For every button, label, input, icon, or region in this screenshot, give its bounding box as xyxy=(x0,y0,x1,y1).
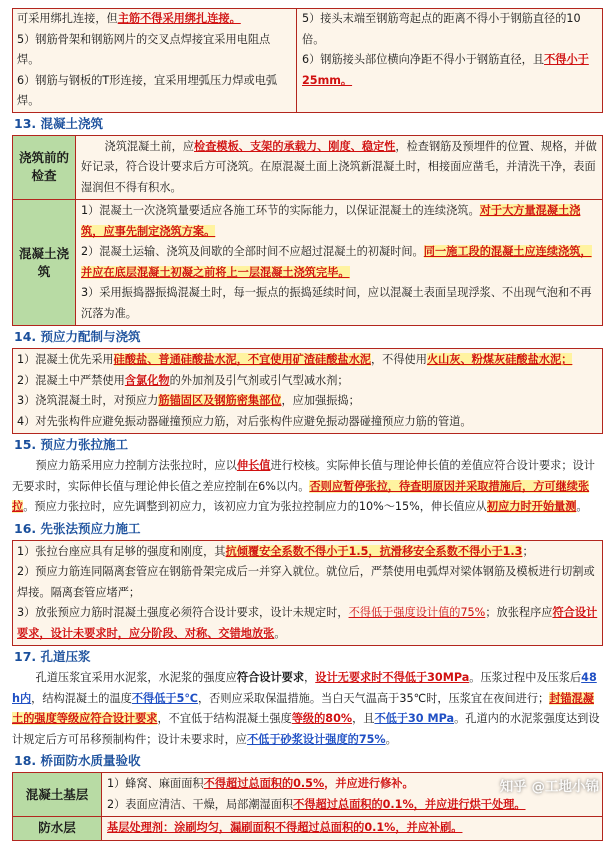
concrete-pouring-table xyxy=(12,135,603,327)
rebar-connection-right: 5）接头末端至钢筋弯起点的距离不得小于钢筋直径的10倍。 6）钢筋接头部位横向净距不得小于钢筋直径，且不得小于25mm。 xyxy=(302,12,589,87)
page xyxy=(12,8,603,841)
rebar-connection-box xyxy=(12,8,603,113)
section-title-15: 15. 预应力张拉施工 xyxy=(14,437,128,452)
rebar-connection-left: 可采用绑扎连接，但主筋不得采用绑扎连接。 5）钢筋骨架和钢筋网片的交叉点焊接宜采用电阻点焊。 6）钢筋与钢板的T形连接，宜采用埋弧压力焊或电弧焊。 xyxy=(13,9,297,112)
pre-pour-check-label: 浇筑前的检查 xyxy=(13,136,76,200)
waterproof-layer-label: 防水层 xyxy=(13,817,102,840)
prestress-mix-box: 1）混凝土优先采用硅酸盐、普通硅酸盐水泥，不宜使用矿渣硅酸盐水泥，不得使用火山灰、粉煤灰硅酸盐水泥； 2）混凝土中严禁使用含氯化物的外加剂及引气剂或引气型减水剂； 3）浇筑混凝土时，对预应力筋锚固区及钢筋密集部位，应加强振捣； 4）对先张构件应避免振动器碰撞预应力筋，对后张构件应避免振动器碰撞预应力筋的管道。 xyxy=(12,348,603,434)
section-title-13: 13. 混凝土浇筑 xyxy=(14,115,103,131)
section-title-17: 17. 孔道压浆 xyxy=(14,649,91,664)
tensioning-text: 预应力筋采用应力控制方法张拉时，应以伸长值进行校核。实际伸长值与理论伸长值的差值应符合设计要求；设计无要求时，实际伸长值与理论伸长值之差应控制在6%以内。否则应暂停张拉，待查明原因并采取措施后，方可继续张拉。预应力张拉时，应先调整到初应力，该初应力宜为张拉控制应力的10%～15%，伸长值应从初应力时开始量测。 xyxy=(12,459,595,513)
concrete-base-label: 混凝土基层 xyxy=(13,773,102,816)
pouring-label: 混凝土浇筑 xyxy=(13,200,76,325)
grouting-text: 孔道压浆宜采用水泥浆，水泥浆的强度应符合设计要求，设计无要求时不得低于30MPa。压浆过程中及压浆后48 h内，结构混凝土的温度不得低于5℃，否则应采取保温措施。当白天气温高于35℃时，压浆宜在夜间进行；封锚混凝土的强度等级应符合设计要求，不宜低于结构混凝土强度等级的80%，且不低于30 MPa。孔道内的水泥浆强度达到设计规定后方可吊移预制构件；设计未要求时，应不低于砂浆设计强度的75%。 xyxy=(12,671,600,746)
section-title-18: 18. 桥面防水质量验收 xyxy=(14,753,141,768)
section-title-16: 16. 先张法预应力施工 xyxy=(14,520,141,536)
pre-pour-check-row: 浇筑前的检查 浇筑混凝土前，应检查模板、支架的承载力、刚度、稳定性，检查钢筋及预埋件的位置、规格，并做好记录，符合设计要求后方可浇筑。在原混凝土面上浇筑新混凝土时，相接面应凿毛，并清洗干净，表面湿润但不得有积水。 xyxy=(13,136,602,200)
waterproof-layer-row: 防水层 基层处理剂：涂刷均匀，漏刷面积不得超过总面积的0.1%，并应补刷。 xyxy=(13,816,602,840)
concrete-base-row: 混凝土基层 1）蜂窝、麻面面积不得超过总面积的0.5%，并应进行修补。 2）表面应清洁、干燥，局部潮湿面积不得超过总面积的0.1%，并应进行烘干处理。 xyxy=(13,773,602,816)
pretension-box: 1）张拉台座应具有足够的强度和刚度，其抗倾覆安全系数不得小于1.5，抗滑移安全系数不得小于1.3； 2）预应力筋连同隔离套管应在钢筋骨架完成后一并穿入就位。就位后，严禁使用电弧焊对梁体钢筋及模板进行切割或焊接。隔离套管应堵严； 3）放张预应力筋时混凝土强度必须符合设计要求，设计未规定时，不得低于强度设计值的75%；放张程序应符合设计要求，设计未要求时，应分阶段、对称、交错地放张。 xyxy=(12,540,603,647)
section-title-14: 14. 预应力配制与浇筑 xyxy=(14,329,141,344)
watermark: 知乎 @工地小锦 xyxy=(499,778,599,795)
pouring-row: 混凝土浇筑 1）混凝土一次浇筑量要适应各施工环节的实际能力，以保证混凝土的连续浇筑。对于大方量混凝土浇筑，应事先制定浇筑方案。 2）混凝土运输、浇筑及间歇的全部时间不应超过混凝土的初凝时间。同一施工段的混凝土应连续浇筑，并应在底层混凝土初凝之前将上一层混凝土浇筑完毕。 3）采用振捣器振捣混凝土时，每一振点的振捣延续时间，应以混凝土表面呈现浮浆、不出现气泡和不再沉落为准。 xyxy=(13,199,602,325)
